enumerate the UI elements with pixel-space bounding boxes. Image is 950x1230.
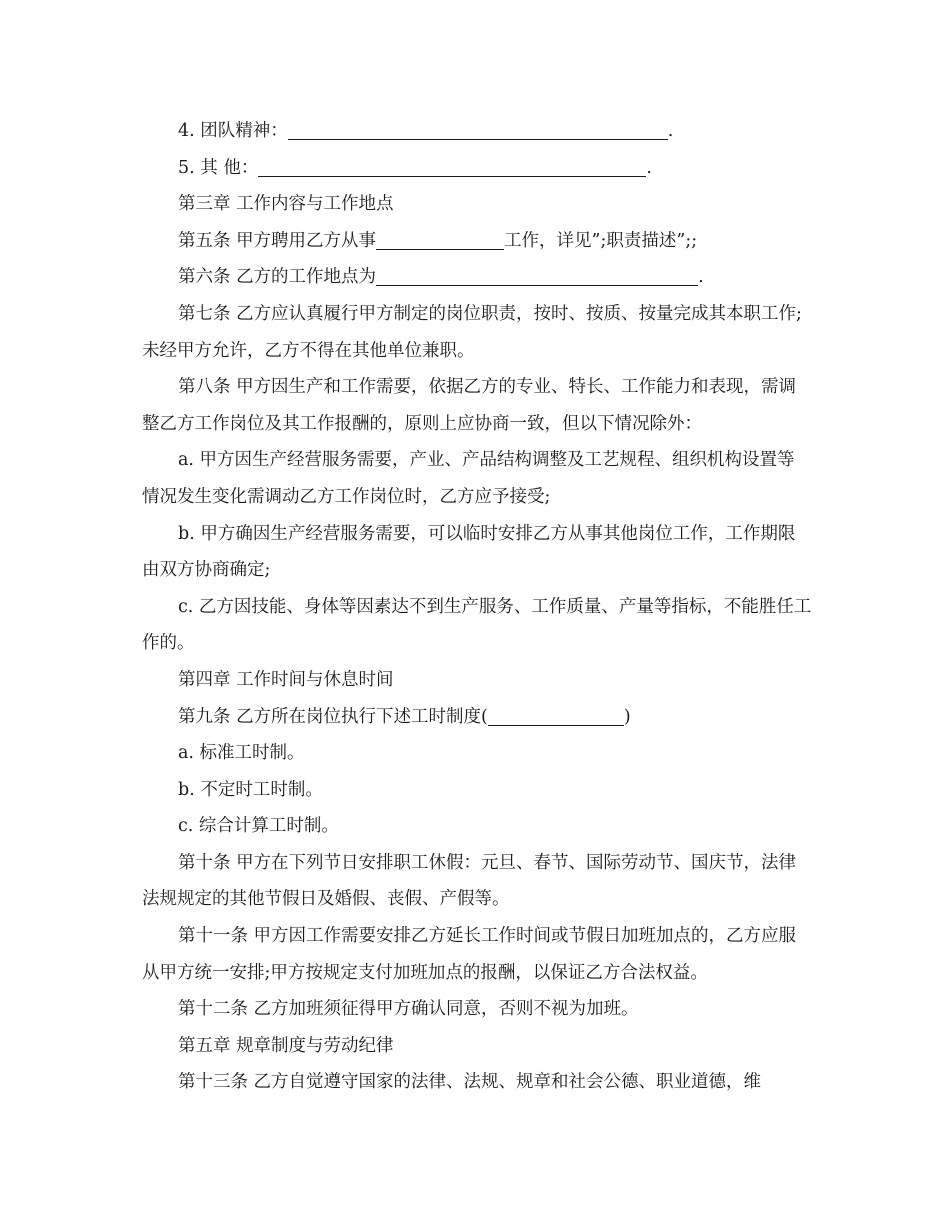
paragraph-text-after: 工作，详见”;职责描述”;;	[504, 230, 698, 251]
paragraph-p7	[142, 369, 812, 442]
paragraph-p3	[142, 186, 812, 223]
paragraph-text: 第十条 甲方在下列节日安排职工休假：元旦、春节、国际劳动节、国庆节，法律法规规定的其他节假日及婚假、丧假、产假等。	[142, 852, 797, 910]
paragraph-text-after: )	[623, 706, 631, 727]
paragraph-text: c. 综合计算工时制。	[178, 816, 339, 837]
paragraph-text: b. 甲方确因生产经营服务需要，可以临时安排乙方从事其他岗位工作，工作期限由双方协商确定;	[142, 523, 796, 581]
paragraph-text-after: .	[667, 121, 674, 141]
paragraph-text: 第八条 甲方因生产和工作需要，依据乙方的专业、特长、工作能力和表现，需调整乙方工作岗位及其工作报酬的，原则上应协商一致，但以下情况除外：	[142, 377, 797, 434]
paragraph-p15	[142, 808, 812, 845]
paragraph-p10	[142, 589, 812, 662]
fill-in-blank-line	[376, 227, 504, 250]
paragraph-text: 第十三条 乙方自觉遵守国家的法律、法规、规章和社会公德、职业道德，维	[178, 1072, 762, 1093]
paragraph-p12	[142, 699, 812, 736]
paragraph-p1	[142, 113, 812, 150]
paragraph-p19	[142, 1028, 812, 1065]
paragraph-p14	[142, 772, 812, 809]
fill-in-blank-line	[376, 263, 698, 286]
paragraph-text: b. 不定时工时制。	[178, 779, 323, 800]
paragraph-p11	[142, 662, 812, 699]
paragraph-text: 第十二条 乙方加班须征得甲方确认同意，否则不视为加班。	[178, 999, 639, 1020]
paragraph-p9	[142, 516, 812, 589]
paragraph-text: 第三章 工作内容与工作地点	[178, 194, 394, 215]
paragraph-p17	[142, 918, 812, 991]
paragraph-p20	[142, 1064, 812, 1101]
fill-in-blank-line	[488, 703, 624, 726]
paragraph-p8	[142, 442, 812, 515]
paragraph-p4	[142, 223, 812, 260]
paragraph-text: a. 甲方因生产经营服务需要，产业、产品结构调整及工艺规程、组织机构设置等情况发生变化需调动乙方工作岗位时，乙方应予接受;	[142, 450, 795, 507]
paragraph-text: 第十一条 甲方因工作需要安排乙方延长工作时间或节假日加班加点的，乙方应服从甲方统一安排;甲方按规定支付加班加点的报酬，以保证乙方合法权益。	[142, 926, 797, 983]
document-body	[142, 113, 812, 1101]
paragraph-p6	[142, 296, 812, 369]
paragraph-p13	[142, 735, 812, 772]
paragraph-text-before: 4. 团队精神：	[178, 121, 288, 141]
paragraph-p16	[142, 845, 812, 918]
paragraph-text: 第五章 规章制度与劳动纪律	[178, 1035, 394, 1056]
paragraph-text-before: 第五条 甲方聘用乙方从事	[178, 230, 377, 251]
paragraph-text: 第七条 乙方应认真履行甲方制定的岗位职责，按时、按质、按量完成其本职工作;未经甲方允许，乙方不得在其他单位兼职。	[142, 303, 802, 361]
paragraph-text-after: .	[646, 157, 652, 178]
paragraph-text-before: 第九条 乙方所在岗位执行下述工时制度(	[178, 706, 488, 727]
fill-in-blank-line	[258, 154, 646, 177]
fill-in-blank-line	[288, 117, 668, 140]
paragraph-text-before: 5. 其 他：	[178, 157, 259, 178]
paragraph-text-before: 第六条 乙方的工作地点为	[178, 267, 377, 288]
paragraph-text: a. 标准工时制。	[178, 743, 305, 764]
paragraph-text-after: .	[698, 267, 704, 288]
paragraph-p5	[142, 259, 812, 296]
paragraph-p2	[142, 150, 812, 187]
paragraph-text: c. 乙方因技能、身体等因素达不到生产服务、工作质量、产量等指标，不能胜任工作的。	[142, 596, 812, 654]
paragraph-p18	[142, 991, 812, 1028]
paragraph-text: 第四章 工作时间与休息时间	[178, 669, 394, 690]
